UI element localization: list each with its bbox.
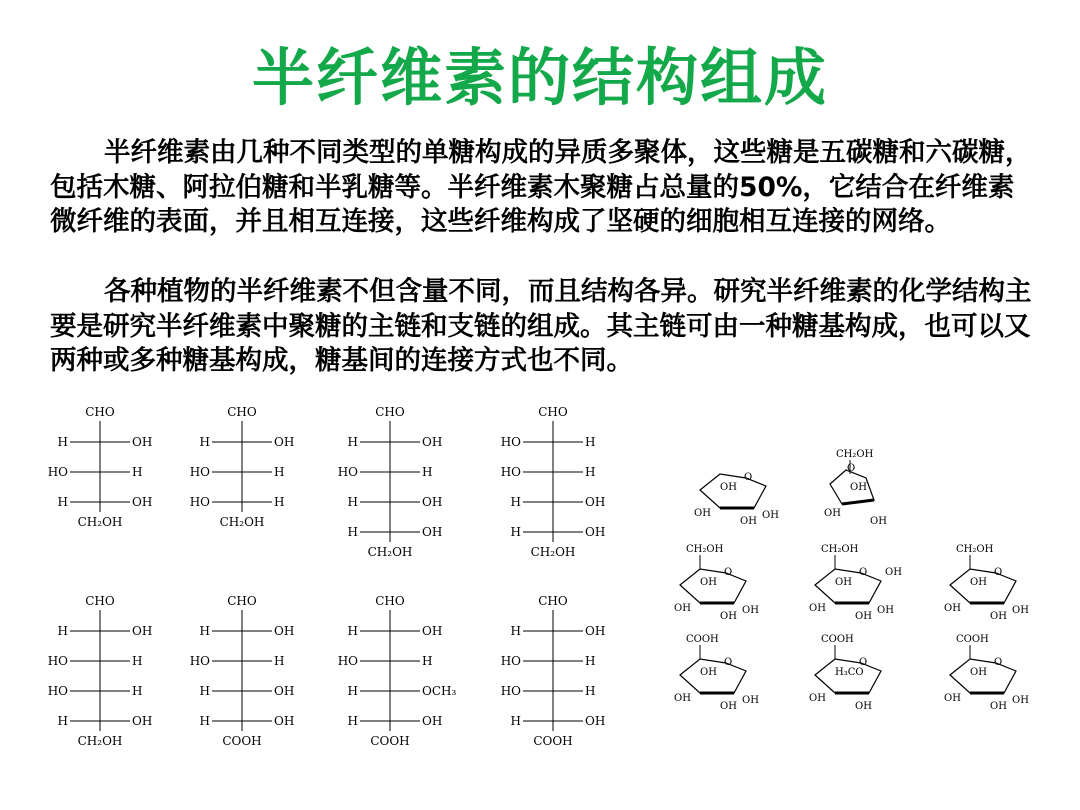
haworth-group-label: OH xyxy=(855,701,872,712)
haworth-group-label: OH xyxy=(850,482,867,493)
ring-oxygen: O xyxy=(724,657,733,668)
ring-oxygen: O xyxy=(859,657,868,668)
fischer-structure xyxy=(190,594,295,748)
haworth-group-label: OH xyxy=(835,577,852,588)
haworth-top-group: CH₂OH xyxy=(956,544,994,555)
haworth-top-group: CH₂OH xyxy=(686,544,724,555)
slide-title: 半纤维素的结构组成 xyxy=(251,41,828,114)
fischer-right-group: OH xyxy=(585,624,606,638)
fischer-left-group: H xyxy=(347,714,358,728)
haworth-group-label: OH xyxy=(742,695,759,706)
fischer-left-group: H xyxy=(347,495,358,509)
haworth-top-group: COOH xyxy=(956,634,989,645)
fischer-bottom-group: COOH xyxy=(222,734,262,748)
fischer-right-group: H xyxy=(132,684,143,698)
fischer-bottom-group: CH₂OH xyxy=(367,545,413,559)
paragraph-2-text: 各种植物的半纤维素不但含量不同，而且结构各异。研究半纤维素的化学结构主要是研究半纤维素中聚糖的主链和支链的组成。其主链可由一种糖基构成，也可以又两种或多种糖基构成，糖基间的连接方式也不同。 xyxy=(50,276,1032,376)
haworth-group-label: OH xyxy=(870,516,887,527)
ring-oxygen: O xyxy=(994,657,1003,668)
fischer-right-group: OCH₃ xyxy=(422,684,457,698)
ring-oxygen: O xyxy=(994,567,1003,578)
fischer-structure xyxy=(190,405,295,529)
fischer-right-group: OH xyxy=(422,525,443,539)
haworth-group-label: OH xyxy=(1012,695,1029,706)
haworth-structures xyxy=(640,440,1040,740)
fischer-left-group: H xyxy=(199,714,210,728)
haworth-group-label: OH xyxy=(809,693,826,704)
haworth-structure xyxy=(824,449,887,527)
fischer-right-group: OH xyxy=(132,624,153,638)
haworth-group-label: OH xyxy=(1012,605,1029,616)
haworth-group-label: OH xyxy=(720,611,737,622)
haworth-group-label: OH xyxy=(944,693,961,704)
haworth-group-label: OH xyxy=(824,508,841,519)
haworth-group-label: OH xyxy=(740,516,757,527)
haworth-top-group: CH₂OH xyxy=(821,544,859,555)
haworth-group-label: OH xyxy=(742,605,759,616)
fischer-bottom-group: CH₂OH xyxy=(77,515,123,529)
fischer-right-group: OH xyxy=(274,624,295,638)
paragraph-1-text: 半纤维素由几种不同类型的单糖构成的异质多聚体，这些糖是五碳糖和六碳糖，包括木糖、阿拉伯糖和半乳糖等。半纤维素木聚糖占总量的50%，它结合在纤维素微纤维的表面，并且相互连接，这些纤维构成了坚硬的细胞相互连接的网络。 xyxy=(50,137,1032,237)
fischer-right-group: H xyxy=(274,465,285,479)
fischer-right-group: H xyxy=(422,654,433,668)
fischer-top-group: CHO xyxy=(85,405,115,419)
fischer-top-group: CHO xyxy=(85,594,115,608)
fischer-right-group: OH xyxy=(274,714,295,728)
fischer-left-group: HO xyxy=(47,654,68,668)
haworth-group-label: H₃CO xyxy=(835,667,864,678)
fischer-top-group: CHO xyxy=(227,405,257,419)
haworth-structure xyxy=(694,472,779,527)
fischer-left-group: HO xyxy=(47,465,68,479)
fischer-right-group: H xyxy=(585,684,596,698)
haworth-group-label: OH xyxy=(970,667,987,678)
fischer-projections xyxy=(0,398,620,778)
fischer-right-group: OH xyxy=(132,714,153,728)
fischer-bottom-group: CH₂OH xyxy=(530,545,576,559)
fischer-right-group: H xyxy=(585,435,596,449)
haworth-group-label: OH xyxy=(855,611,872,622)
fischer-structure xyxy=(501,594,606,748)
fischer-left-group: H xyxy=(57,495,68,509)
haworth-top-group: COOH xyxy=(686,634,719,645)
paragraph-2 xyxy=(50,275,1040,379)
fischer-top-group: CHO xyxy=(375,594,405,608)
fischer-left-group: H xyxy=(347,684,358,698)
fischer-right-group: OH xyxy=(422,435,443,449)
fischer-bottom-group: COOH xyxy=(533,734,573,748)
ring-oxygen: O xyxy=(859,567,868,578)
fischer-top-group: CHO xyxy=(538,405,568,419)
fischer-right-group: OH xyxy=(585,495,606,509)
fischer-left-group: HO xyxy=(189,495,210,509)
fischer-left-group: H xyxy=(510,714,521,728)
fischer-bottom-group: CH₂OH xyxy=(77,734,123,748)
fischer-left-group: HO xyxy=(500,654,521,668)
fischer-right-group: OH xyxy=(274,435,295,449)
fischer-structure xyxy=(338,405,443,559)
haworth-group-label: OH xyxy=(877,605,894,616)
fischer-left-group: HO xyxy=(500,684,521,698)
fischer-left-group: H xyxy=(57,624,68,638)
haworth-top-group: COOH xyxy=(821,634,854,645)
ring-bold-edge xyxy=(842,500,874,504)
haworth-structure xyxy=(944,634,1029,712)
ring-oxygen: O xyxy=(724,567,733,578)
fischer-right-group: H xyxy=(132,654,143,668)
ring-oxygen: O xyxy=(744,472,753,483)
fischer-left-group: HO xyxy=(189,654,210,668)
haworth-group-label: OH xyxy=(990,611,1007,622)
haworth-structure xyxy=(674,544,759,622)
fischer-right-group: H xyxy=(274,654,285,668)
fischer-left-group: H xyxy=(57,714,68,728)
haworth-group-label: OH xyxy=(700,667,717,678)
haworth-structure xyxy=(674,634,759,712)
haworth-group-label: OH xyxy=(944,603,961,614)
haworth-structure xyxy=(809,634,881,712)
fischer-right-group: OH xyxy=(132,495,153,509)
fischer-structure xyxy=(48,405,153,529)
haworth-top-group: CH₂OH xyxy=(836,449,874,460)
fischer-top-group: CHO xyxy=(227,594,257,608)
fischer-right-group: OH xyxy=(585,714,606,728)
fischer-left-group: H xyxy=(347,624,358,638)
haworth-structure xyxy=(944,544,1029,622)
haworth-group-label: OH xyxy=(809,603,826,614)
fischer-bottom-group: CH₂OH xyxy=(219,515,265,529)
haworth-group-label: OH xyxy=(700,577,717,588)
fischer-right-group: OH xyxy=(585,525,606,539)
haworth-group-label: OH xyxy=(885,567,902,578)
fischer-right-group: H xyxy=(585,654,596,668)
fischer-left-group: HO xyxy=(337,465,358,479)
haworth-group-label: OH xyxy=(720,482,737,493)
fischer-right-group: OH xyxy=(274,684,295,698)
fischer-right-group: H xyxy=(132,465,143,479)
fischer-right-group: OH xyxy=(422,495,443,509)
haworth-group-label: OH xyxy=(674,693,691,704)
fischer-left-group: H xyxy=(347,435,358,449)
fischer-left-group: H xyxy=(510,495,521,509)
haworth-group-label: OH xyxy=(970,577,987,588)
fischer-top-group: CHO xyxy=(538,594,568,608)
haworth-group-label: OH xyxy=(674,603,691,614)
haworth-group-label: OH xyxy=(720,701,737,712)
fischer-bottom-group: COOH xyxy=(370,734,410,748)
fischer-left-group: HO xyxy=(337,654,358,668)
fischer-left-group: HO xyxy=(189,465,210,479)
fischer-left-group: HO xyxy=(47,684,68,698)
fischer-left-group: H xyxy=(199,684,210,698)
fischer-left-group: H xyxy=(57,435,68,449)
fischer-left-group: H xyxy=(510,525,521,539)
haworth-group-label: OH xyxy=(694,508,711,519)
fischer-right-group: OH xyxy=(422,624,443,638)
fischer-top-group: CHO xyxy=(375,405,405,419)
fischer-left-group: HO xyxy=(500,465,521,479)
fischer-structure xyxy=(338,594,457,748)
fischer-right-group: OH xyxy=(132,435,153,449)
ring-oxygen: O xyxy=(847,463,856,474)
paragraph-1 xyxy=(50,136,1040,240)
haworth-group-label: OH xyxy=(990,701,1007,712)
fischer-right-group: H xyxy=(585,465,596,479)
haworth-group-label: OH xyxy=(762,510,779,521)
fischer-left-group: H xyxy=(510,624,521,638)
fischer-structure xyxy=(501,405,606,559)
fischer-left-group: HO xyxy=(500,435,521,449)
haworth-structure xyxy=(809,544,902,622)
fischer-left-group: H xyxy=(199,624,210,638)
fischer-left-group: H xyxy=(347,525,358,539)
fischer-right-group: H xyxy=(422,465,433,479)
fischer-right-group: OH xyxy=(422,714,443,728)
fischer-structure xyxy=(48,594,153,748)
fischer-left-group: H xyxy=(199,435,210,449)
fischer-right-group: H xyxy=(274,495,285,509)
